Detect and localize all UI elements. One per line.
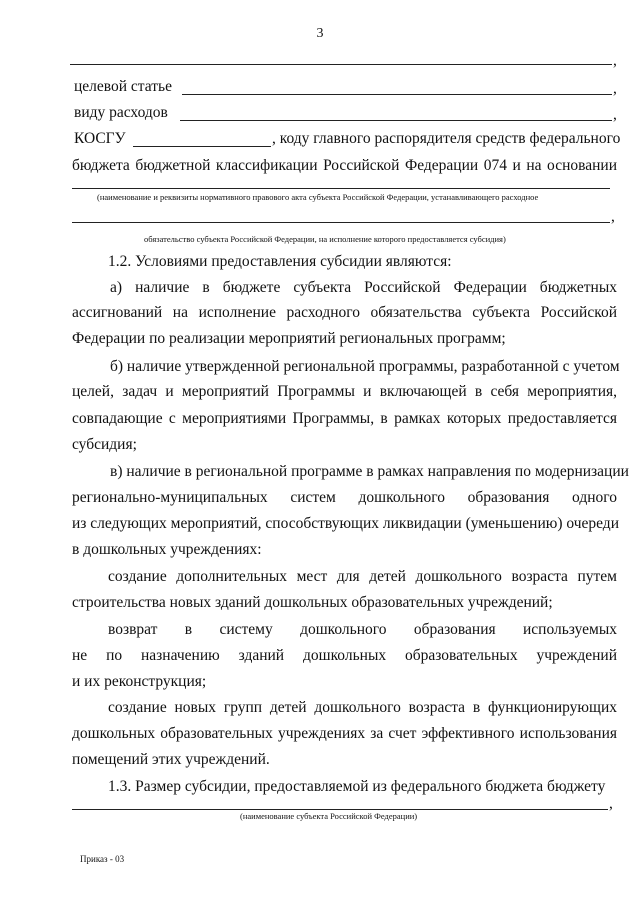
- subject-name-caption: (наименование субъекта Российской Федерации): [240, 811, 418, 821]
- target-article-label: целевой статье: [74, 78, 172, 95]
- paragraph-b-line-1: б) наличие утвержденной региональной программы, разработанной с учетом: [110, 358, 620, 375]
- subject-name-field: [72, 809, 608, 810]
- kosgu-field: [133, 146, 271, 147]
- item-2-line-2: не по назначению зданий дошкольных образовательных учреждений: [72, 647, 617, 664]
- comma: ,: [613, 52, 617, 69]
- expense-type-label: виду расходов: [74, 104, 168, 121]
- comma: ,: [613, 106, 617, 123]
- item-3-line-3: помещений этих учреждений.: [72, 751, 270, 768]
- item-3-line-1: создание новых групп детей дошкольного возраста в функционирующих: [108, 699, 617, 716]
- paragraph-a-line-3: Федерации по реализации мероприятий региональных программ;: [72, 330, 506, 347]
- paragraph-v-line-4: в дошкольных учреждениях:: [72, 541, 262, 558]
- paragraph-a-line-1: а) наличие в бюджете субъекта Российской Федерации бюджетных: [110, 279, 617, 296]
- paragraph-b-line-3: совпадающие с мероприятиями Программы, в рамках которых предоставляется: [72, 410, 617, 427]
- page-number: 3: [316, 26, 324, 41]
- item-3-line-2: дошкольных образовательных учреждениях за счет эффективного использования: [72, 725, 617, 742]
- paragraph-v-line-2: регионально-муниципальных систем дошкольного образования одного: [72, 489, 617, 506]
- kosgu-label: КОСГУ: [74, 130, 126, 147]
- section-1-2-heading: 1.2. Условиями предоставления субсидии являются:: [108, 253, 452, 270]
- kosgu-rest-text: , коду главного распорядителя средств федерального: [272, 130, 621, 147]
- comma: ,: [613, 80, 617, 97]
- item-1-line-1: создание дополнительных мест для детей дошкольного возраста путем: [108, 568, 617, 585]
- legal-act-field: [72, 188, 610, 189]
- paragraph-v-line-1: в) наличие в региональной программе в рамках направления по модернизации: [110, 463, 629, 480]
- item-1-line-2: строительства новых зданий дошкольных образовательных учреждений;: [72, 594, 553, 611]
- item-2-line-1: возврат в систему дошкольного образования используемых: [108, 621, 617, 638]
- footer-order-label: Приказ - 03: [80, 854, 125, 864]
- comma: ,: [609, 795, 613, 812]
- paragraph-b-line-4: субсидия;: [72, 436, 137, 453]
- expense-type-field: [180, 120, 612, 121]
- target-article-field: [182, 94, 612, 95]
- section-1-3-line: 1.3. Размер субсидии, предоставляемой из федерального бюджета бюджету: [108, 778, 606, 795]
- item-2-line-3: и их реконструкция;: [72, 673, 207, 690]
- legal-act-field-2: [72, 222, 610, 223]
- legal-act-caption: (наименование и реквизиты нормативного правового акта субъекта Российской Федерации, устанавливающего расходное: [97, 192, 539, 202]
- comma: ,: [611, 208, 615, 225]
- paragraph-a-line-2: ассигнований на исполнение расходного обязательства субъекта Российской: [72, 304, 617, 321]
- paragraph-b-line-2: целей, задач и мероприятий Программы и включающей в себя мероприятия,: [72, 383, 617, 400]
- budget-classification-line: бюджета бюджетной классификации Российской Федерации 074 и на основании: [72, 157, 617, 174]
- blank-line-top: [70, 64, 612, 65]
- paragraph-v-line-3: из следующих мероприятий, способствующих ликвидации (уменьшению) очереди: [72, 515, 619, 532]
- legal-act-caption-2: обязательство субъекта Российской Федерации, на исполнение которого предоставляется субсидия): [144, 234, 506, 244]
